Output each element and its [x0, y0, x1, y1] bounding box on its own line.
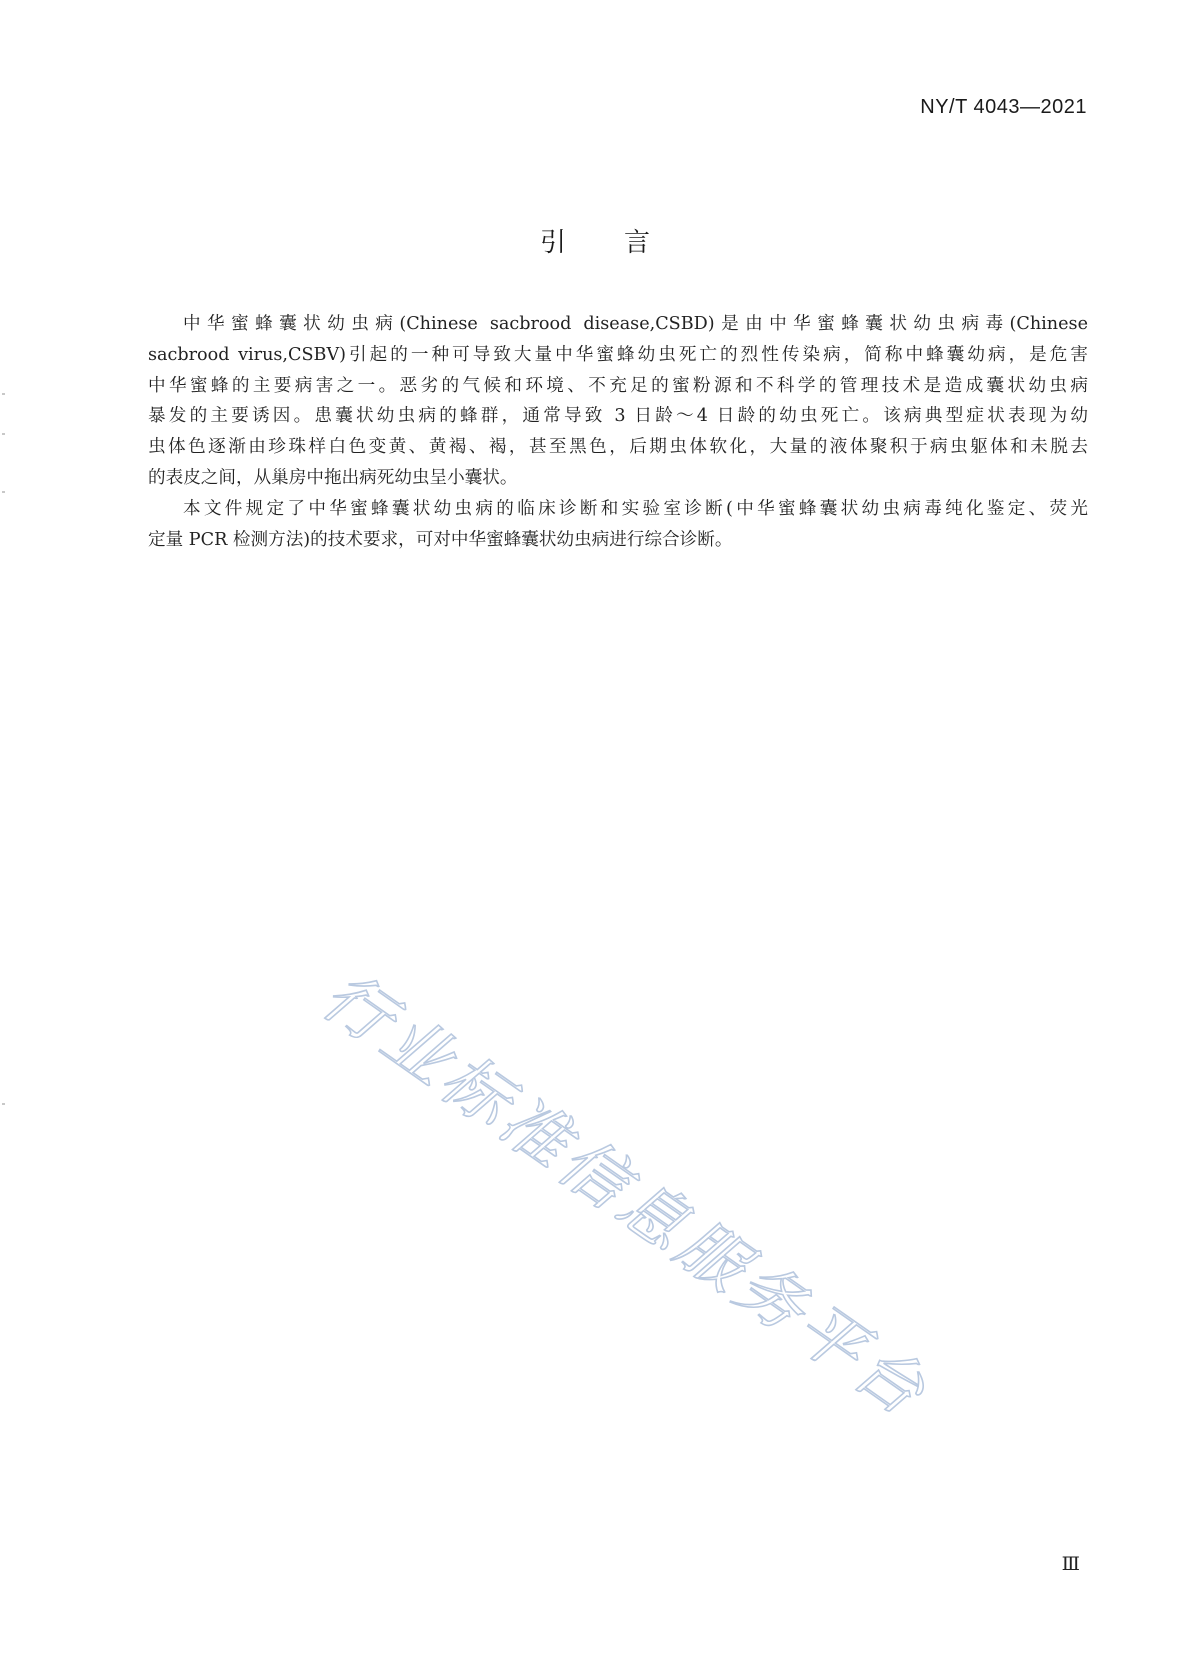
watermark-text: 行业标准信息服务平台: [308, 957, 943, 1434]
paragraph-line: 本文件规定了中华蜜蜂囊状幼虫病的临床诊断和实验室诊断(中华蜜蜂囊状幼虫病毒纯化鉴定、荧光: [183, 498, 1088, 519]
scan-artifact: [2, 433, 5, 435]
paragraph-1: [148, 309, 1088, 494]
scan-artifact: [2, 393, 5, 395]
paragraph-line: sacbrood virus,CSBV)引起的一种可导致大量中华蜜蜂幼虫死亡的烈性传染病，简称中蜂囊幼病，是危害: [148, 344, 1088, 365]
paragraph-line: 的表皮之间，从巢房中拖出病死幼虫呈小囊状。: [148, 467, 518, 488]
paragraph-line: 中华蜜蜂囊状幼虫病(Chinese sacbrood disease,CSBD)是由中华蜜蜂囊状幼虫病毒(Chinese: [183, 314, 1088, 334]
paragraph-line: 暴发的主要诱因。患囊状幼虫病的蜂群，通常导致 3 日龄～4 日龄的幼虫死亡。该病典型症状表现为幼: [148, 406, 1088, 427]
paragraph-2: [148, 494, 1088, 556]
paragraph-line: 中华蜜蜂的主要病害之一。恶劣的气候和环境、不充足的蜜粉源和不科学的管理技术是造成囊状幼虫病: [148, 375, 1088, 396]
page-title: 引言: [539, 228, 708, 258]
introduction-body: [148, 309, 1088, 555]
paragraph-line: 虫体色逐渐由珍珠样白色变黄、黄褐、褐，甚至黑色，后期虫体软化，大量的液体聚积于病虫躯体和未脱去: [148, 437, 1088, 458]
scan-artifact: [2, 491, 5, 493]
standard-code: NY/T 4043—2021: [920, 96, 1087, 118]
page-number: Ⅲ: [1061, 1553, 1080, 1575]
paragraph-line: 定量 PCR 检测方法)的技术要求，可对中华蜜蜂囊状幼虫病进行综合诊断。: [148, 529, 733, 550]
scan-artifact: [2, 1103, 5, 1105]
